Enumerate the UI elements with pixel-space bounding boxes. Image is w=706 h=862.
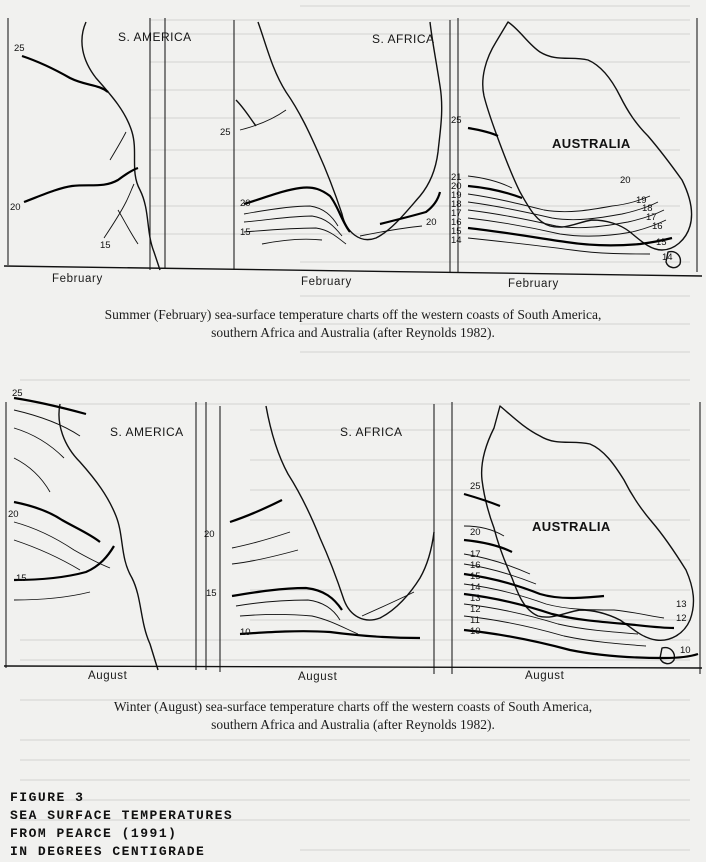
summer-caption-line1: Summer (February) sea-surface temperature charts off the western coasts of South America, <box>104 307 602 322</box>
summer-map-baseline <box>4 266 702 276</box>
winter-australia-isotherm-11 <box>464 616 646 646</box>
winter-australia-isotherm-25 <box>464 494 500 506</box>
summer-africa-isotherm-19 <box>244 206 338 226</box>
winter-africa-isotherm-18 <box>232 532 290 548</box>
winter-australia-iso-label: 10 <box>470 626 481 637</box>
winter-australia-iso-label: 17 <box>470 549 481 560</box>
summer-america-isotherm-20 <box>24 168 138 202</box>
winter-africa-isotherm-17 <box>232 550 298 564</box>
winter-africa-isotherm-14 <box>236 600 340 620</box>
winter-caption-line1: Winter (August) sea-surface temperature charts off the western coasts of South America, <box>113 699 593 714</box>
summer-australia-iso-label: 25 <box>451 115 462 126</box>
winter-caption-line2: southern Africa and Australia (after Reynolds 1982). <box>211 716 495 732</box>
summer-africa-isotherm-15 <box>244 228 346 244</box>
summer-australia-isotherm-15 <box>468 228 672 245</box>
summer-africa-isotherm-20 <box>244 187 350 232</box>
winter-america-isotherm-20 <box>14 502 100 542</box>
summer-america-isotherm-25 <box>22 56 108 92</box>
winter-australia-iso-label: 11 <box>470 615 480 626</box>
winter-america-iso-label: 15 <box>16 573 27 584</box>
summer-australia-iso-label: 17 <box>451 208 462 219</box>
summer-australia-iso-label: 15 <box>451 226 462 237</box>
summer-australia-iso-label: 20 <box>620 175 631 186</box>
summer-australia-iso-label: 19 <box>636 195 647 206</box>
summer-australia-iso-label: 16 <box>652 221 663 232</box>
winter-month-africa: August <box>298 671 338 683</box>
winter-australia-iso-label: 16 <box>470 560 481 571</box>
summer-america-iso-label: 20 <box>10 202 21 213</box>
summer-south-africa-coast <box>258 22 442 240</box>
summer-australia-isotherm-20 <box>468 186 522 198</box>
winter-australia-iso-label: 12 <box>470 604 481 615</box>
figure-heading: SEA SURFACE TEMPERATURES <box>10 808 234 823</box>
summer-africa-iso-label: 15 <box>240 227 251 238</box>
summer-africa-iso-label: 25 <box>220 127 231 138</box>
summer-australia-iso-label: 16 <box>451 217 462 228</box>
summer-australia-iso-label: 15 <box>656 237 667 248</box>
winter-america-isotherm-15 <box>14 546 114 580</box>
winter-america-iso-label: 25 <box>12 388 23 399</box>
winter-australia-isotherm-10 <box>464 630 698 658</box>
winter-america-isotherm-24 <box>14 410 80 436</box>
winter-australia-iso-label: 13 <box>470 593 481 604</box>
winter-america-isotherm-14 <box>14 592 90 600</box>
summer-america-frame <box>8 18 165 270</box>
summer-label-south-america: S. AMERICA <box>118 30 192 44</box>
figure-units: IN DEGREES CENTIGRADE <box>10 844 206 859</box>
figure-source: FROM PEARCE (1991) <box>10 826 178 841</box>
winter-australia-isotherm-13 <box>464 594 674 628</box>
winter-africa-isotherm-20 <box>230 500 282 522</box>
summer-africa-isotherm-14 <box>262 239 322 244</box>
winter-america-isotherm-21 <box>14 458 50 492</box>
summer-australia-iso-label: 14 <box>662 252 673 263</box>
winter-australia-isotherm-15 <box>464 571 604 598</box>
summer-australia-isotherm-17 <box>468 210 664 228</box>
winter-america-iso-label: 20 <box>8 509 19 520</box>
winter-australia-iso-label: 25 <box>470 481 481 492</box>
summer-australia-iso-label: 18 <box>451 199 462 210</box>
summer-australia-isotherm-25 <box>468 128 498 136</box>
winter-africa-isotherm-east <box>362 592 414 616</box>
summer-africa-frame <box>234 20 450 272</box>
winter-australia-iso-label: 13 <box>676 599 687 610</box>
summer-america-iso-label: 15 <box>100 240 111 251</box>
summer-australia-iso-label: 18 <box>642 203 653 214</box>
winter-label-australia: AUSTRALIA <box>532 519 611 534</box>
winter-tasmania <box>660 648 674 664</box>
summer-africa-iso-label: 20 <box>240 198 251 209</box>
winter-australia-iso-label: 10 <box>680 645 691 656</box>
summer-africa-coast-north <box>236 100 256 126</box>
winter-australia-iso-label: 14 <box>470 582 481 593</box>
summer-africa-isotherm-18 <box>244 216 342 236</box>
summer-label-south-africa: S. AFRICA <box>372 32 435 46</box>
summer-month-australia: February <box>508 278 559 290</box>
summer-label-australia: AUSTRALIA <box>552 136 631 151</box>
winter-month-australia: August <box>525 670 565 682</box>
summer-caption-line2: southern Africa and Australia (after Reynolds 1982). <box>211 324 495 340</box>
summer-australia-iso-label: 17 <box>646 212 657 223</box>
figure-title <box>10 789 233 861</box>
winter-africa-isotherm-15 <box>232 588 342 610</box>
summer-australia-iso-label: 19 <box>451 190 462 201</box>
winter-africa-iso-label: 10 <box>240 627 251 638</box>
summer-month-africa: February <box>301 276 352 288</box>
winter-america-isotherm-17 <box>14 540 80 570</box>
winter-australia-iso-label: 20 <box>470 527 481 538</box>
winter-month-america: August <box>88 670 128 682</box>
figure-number: FIGURE 3 <box>10 790 85 805</box>
winter-africa-iso-label: 15 <box>206 588 217 599</box>
winter-australia-isotherm-14 <box>464 584 664 618</box>
winter-america-isotherm-25 <box>14 398 86 414</box>
winter-africa-isotherm-10 <box>240 631 420 638</box>
winter-label-south-africa: S. AFRICA <box>340 425 403 439</box>
winter-america-isotherm-23 <box>14 428 64 458</box>
summer-australia-isotherm-19 <box>468 194 650 212</box>
winter-america-frame <box>6 402 206 670</box>
summer-south-america-coast <box>82 22 160 270</box>
winter-africa-iso-label: 20 <box>204 529 215 540</box>
summer-australia-iso-label: 14 <box>451 235 462 246</box>
summer-australia-iso-label: 20 <box>451 181 462 192</box>
winter-south-america-coast <box>59 404 158 670</box>
winter-caption <box>0 700 706 731</box>
winter-map-baseline <box>4 666 702 668</box>
winter-australia-iso-label: 15 <box>470 571 481 582</box>
summer-australia-isotherm-18 <box>468 202 658 220</box>
winter-label-south-america: S. AMERICA <box>110 425 184 439</box>
summer-caption <box>0 308 706 339</box>
summer-america-iso-label: 25 <box>14 43 25 54</box>
summer-month-america: February <box>52 273 103 285</box>
summer-africa-iso-label: 20 <box>426 217 437 228</box>
summer-australia-iso-label: 21 <box>451 172 462 183</box>
winter-australia-iso-label: 12 <box>676 613 687 624</box>
